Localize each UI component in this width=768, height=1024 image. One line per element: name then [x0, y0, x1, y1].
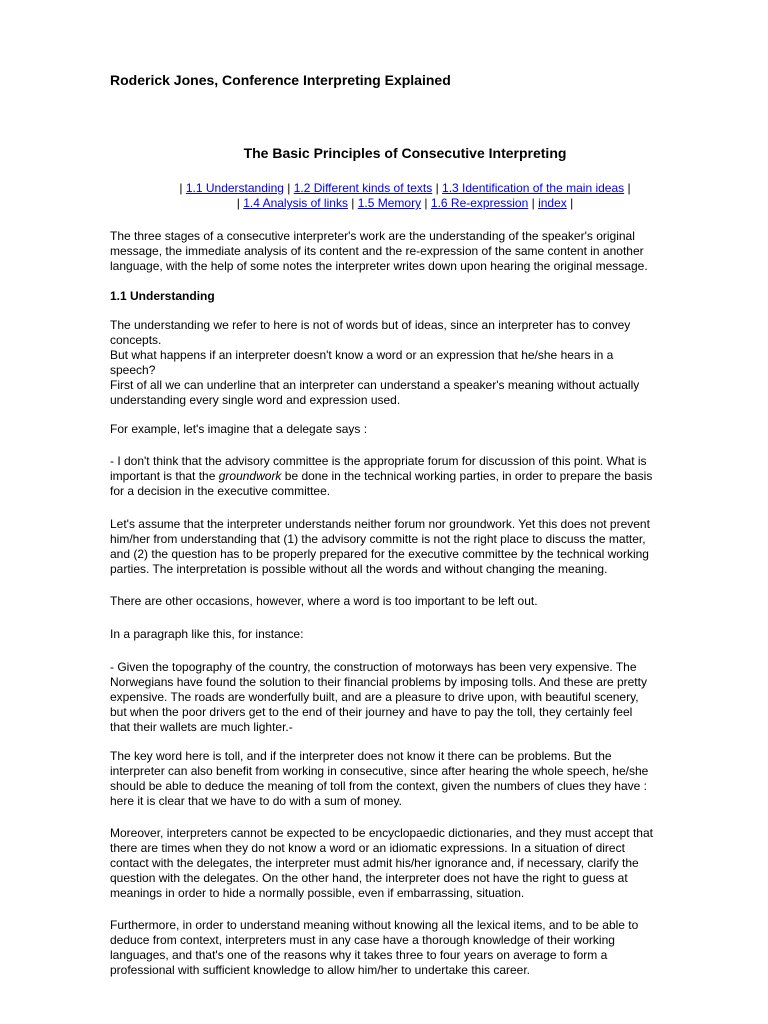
- intro-paragraph: The three stages of a consecutive interpreter's work are the understanding of the speaker's original message, the immediate analysis of its content and the re-expression of the same content in another language, with the help of some notes the interpreter writes down upon hearing the original message.: [110, 229, 648, 273]
- page-title: The Basic Principles of Consecutive Interpreting: [243, 145, 567, 161]
- paragraph-4: Let's assume that the interpreter understands neither forum nor groundwork. Yet this does not prevent him/her from understanding that (1) the advisory committe is not the right place to discuss the matter, and (2) the question has to be properly prepared for the executive committee by the technical working parties. The interpretation is possible without all the words and without changing the meaning.: [110, 517, 650, 576]
- nav-link-understanding[interactable]: 1.1 Understanding: [185, 181, 284, 195]
- nav-line-2: [110, 196, 700, 211]
- document-header: Roderick Jones, Conference Interpreting Explained: [110, 72, 451, 88]
- paragraph-1: The understanding we refer to here is not of words but of ideas, since an interpreter has to convey concepts. But what happens if an interpreter doesn't know a word or an expression that he/she hears in a speech? First of all we can underline that an interpreter can understand a speaker's meaning without actually understanding every single word and expression used.: [110, 318, 640, 407]
- nav-link-re-expression[interactable]: 1.6 Re-expression: [430, 196, 529, 210]
- nav-separator: |: [347, 196, 358, 210]
- nav-link-main-ideas[interactable]: 1.3 Identification of the main ideas: [442, 181, 625, 195]
- nav-line-1: [110, 181, 700, 196]
- paragraph-3-quote: - I don't think that the advisory committee is the appropriate forum for discussion of this point. What is important is that the groundwork be done in the technical working parties, in order to prepare the basis for a decision in the executive committee.: [110, 454, 653, 498]
- nav-separator: |: [283, 181, 294, 195]
- nav-separator: |: [624, 181, 631, 195]
- nav-separator: |: [421, 196, 431, 210]
- nav-link-index[interactable]: index: [538, 196, 567, 210]
- section-heading: 1.1 Understanding: [110, 289, 215, 303]
- paragraph-7-quote: - Given the topography of the country, the construction of motorways has been very expensive. The Norwegians have found the solution to their financial problems by imposing tolls. And these are pretty expensive. The roads are wonderfully built, and are a pleasure to drive upon, with beautiful scenery, but when the poor drivers get to the end of their journey and have to pay the toll, they certainly feel that their wallets are much lighter.-: [110, 660, 647, 734]
- paragraph-6: In a paragraph like this, for instance:: [110, 627, 304, 641]
- nav-separator: |: [236, 196, 244, 210]
- nav-separator: |: [528, 196, 539, 210]
- section-navigation: [110, 181, 700, 211]
- paragraph-8: The key word here is toll, and if the interpreter does not know it there can be problems. But the interpreter can also benefit from working in consecutive, since after hearing the whole speech, he/she should be able to deduce the meaning of toll from the context, given the numbers of clues they have : here it is clear that we have to do with a sum of money.: [110, 749, 649, 808]
- nav-link-analysis-of-links[interactable]: 1.4 Analysis of links: [243, 196, 348, 210]
- paragraph-9: Moreover, interpreters cannot be expected to be encyclopaedic dictionaries, and they must accept that there are times when they do not know a word or an idiomatic expressions. In a situation of direct contact with the delegates, the interpreter must admit his/her ignorance and, if necessary, clarify the question with the delegates. On the other hand, the interpreter does not have the right to guess at meanings in order to hide a normally possible, even if embarrassing, situation.: [110, 826, 653, 900]
- nav-separator: |: [566, 196, 574, 210]
- nav-separator: |: [432, 181, 443, 195]
- emphasis-groundwork: groundwork: [218, 469, 282, 483]
- nav-link-kinds-of-texts[interactable]: 1.2 Different kinds of texts: [293, 181, 433, 195]
- paragraph-2: For example, let's imagine that a delegate says :: [110, 422, 368, 436]
- paragraph-10: Furthermore, in order to understand meaning without knowing all the lexical items, and to be able to deduce from context, interpreters must in any case have a thorough knowledge of their working languages, and that's one of the reasons why it takes three to four years on average to form a professional with sufficient knowledge to allow him/her to undertake this career.: [110, 918, 639, 977]
- nav-link-memory[interactable]: 1.5 Memory: [357, 196, 422, 210]
- nav-separator: |: [179, 181, 186, 195]
- paragraph-5: There are other occasions, however, where a word is too important to be left out.: [110, 594, 538, 608]
